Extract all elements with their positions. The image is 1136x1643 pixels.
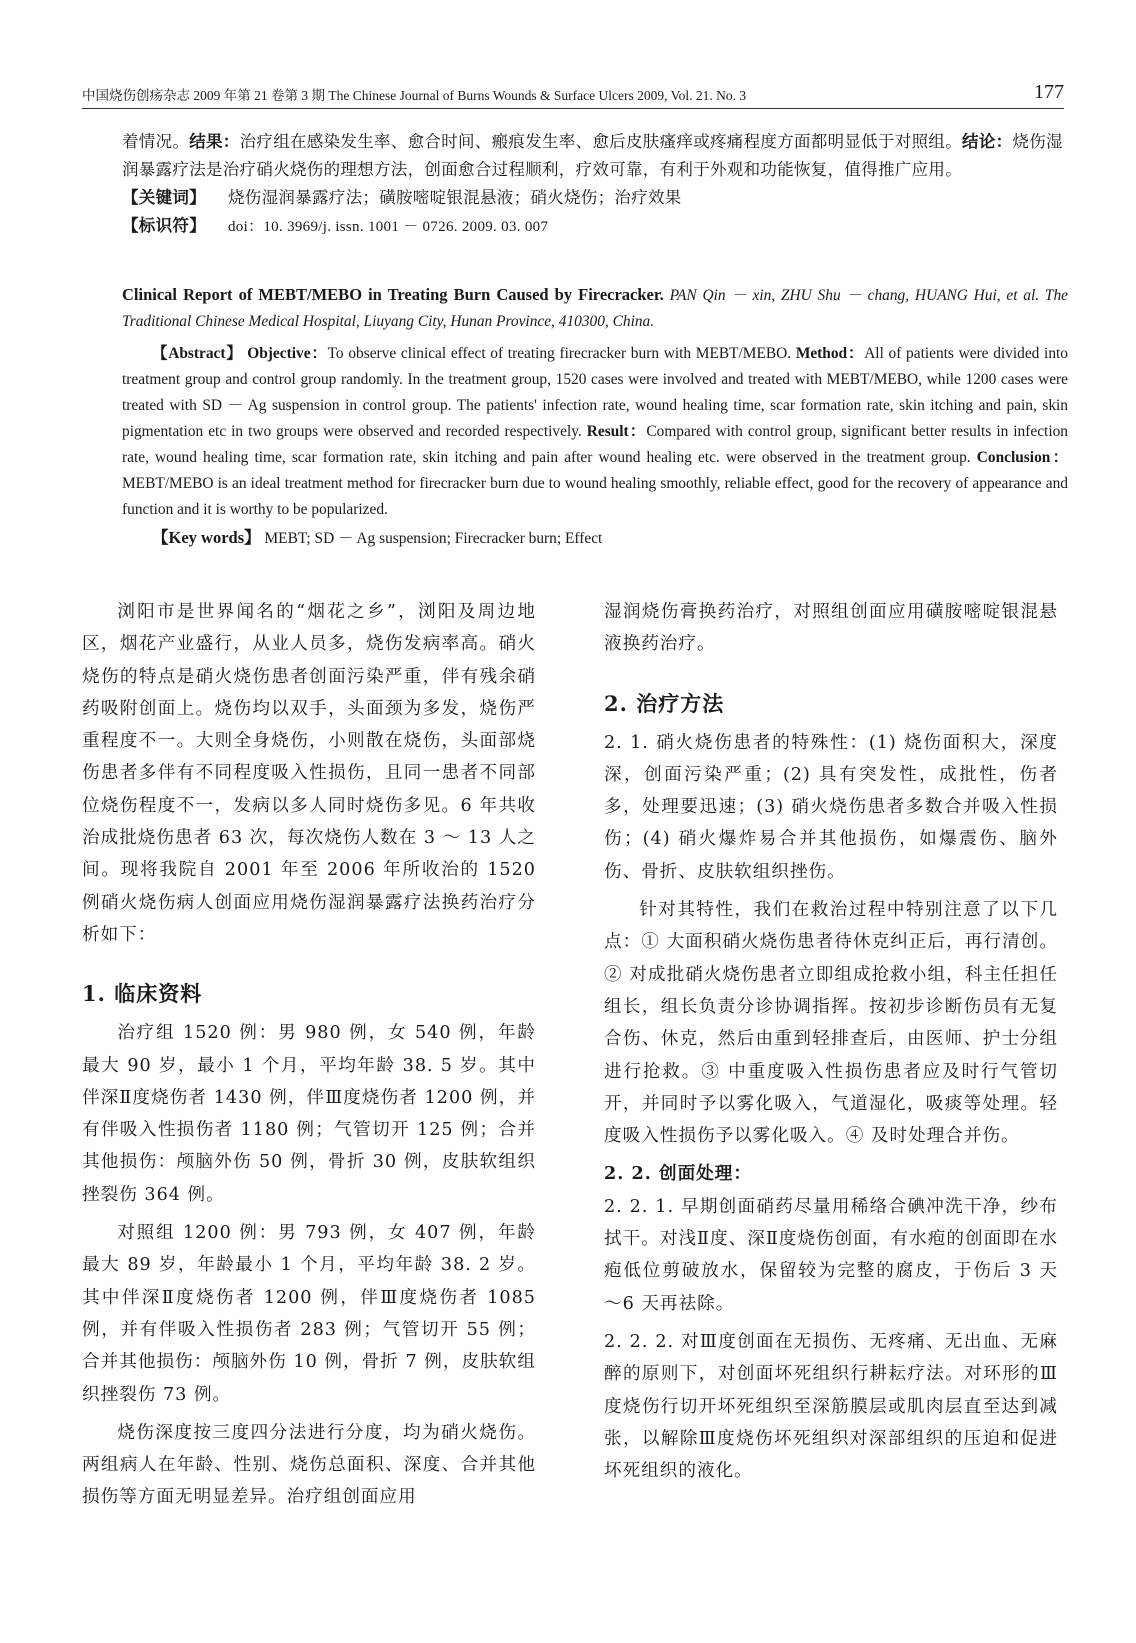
running-header — [82, 80, 1064, 109]
en-conclusion-label: Conclusion： — [976, 449, 1068, 466]
en-keywords-label: 【Key words】 — [152, 528, 261, 547]
section-1-paragraph-2: 对照组 1200 例：男 793 例，女 407 例，年龄最大 89 岁，年龄最小 1 个月，平均年龄 38. 2 岁。其中伴深Ⅱ度烧伤者 1200 例，伴Ⅲ度烧伤者 1085 例，并有伴吸入性损伤者 283 例；气管切开 55 例；合并其他损伤：颅脑外伤 10 例，骨折 7 例，皮肤软组织挫裂伤 73 例。 — [82, 1223, 536, 1405]
keywords-label: 【关键词】 — [122, 188, 206, 207]
conclusion-label: 结论： — [962, 132, 1013, 151]
body-column-left — [82, 596, 536, 1514]
abstract-label: 【Abstract】 — [152, 345, 243, 362]
result-label: 结果： — [189, 132, 240, 151]
chinese-abstract-text — [122, 128, 1068, 184]
english-title: Clinical Report of MEBT/MEBO in Treating Burn Caused by Firecracker. — [122, 285, 664, 304]
body-column-right — [604, 596, 1058, 1487]
method-label: Method： — [795, 345, 865, 362]
section-1-heading: 1. 临床资料 — [82, 981, 203, 1007]
authors-affiliation: PAN Qin － xin, ZHU Shu － chang, HUANG Hui, et al. The Traditional Chinese Medical Hospital, Liuyang City, Hunan Province, 410300, China. — [122, 287, 1068, 330]
objective-text: To observe clinical effect of treating firecracker burn with MEBT/MEBO. — [327, 345, 792, 362]
chinese-abstract-continuation — [122, 128, 1068, 241]
conclusion-text: 烧伤湿润暴露疗法是治疗硝火烧伤的理想方法，创面愈合过程顺利，疗效可靠，有利于外观和功能恢复，值得推广应用。 — [122, 132, 1063, 179]
english-abstract — [122, 341, 1068, 523]
section-2-1-paragraph: 2. 1. 硝火烧伤患者的特殊性：(1) 烧伤面积大，深度深，创面污染严重；(2) 具有突发性，成批性，伤者多，处理要迅速；(3) 硝火烧伤患者多数合并吸入性损伤；(4) 硝火爆炸易合并其他损伤，如爆震伤、脑外伤、骨折、皮肤软组织挫伤。 — [604, 732, 1058, 882]
english-keywords-row — [152, 525, 1068, 552]
section-1-paragraph-3: 烧伤深度按三度四分法进行分度，均为硝火烧伤。两组病人在年龄、性别、烧伤总面积、深度、合并其他损伤等方面无明显差异。治疗组创面应用 — [82, 1422, 536, 1508]
section-1-paragraph-3-continued: 湿润烧伤膏换药治疗，对照组创面应用磺胺嘧啶银混悬液换药治疗。 — [604, 602, 1058, 655]
keywords-text: 烧伤湿润暴露疗法；磺胺嘧啶银混悬液；硝火烧伤；治疗效果 — [228, 188, 682, 207]
method-text: All of patients were divided into treatment group and control group randomly. In the treatment group, 1520 cases were involved and treated with MEBT/MEBO, while 1200 cases were treated with SD － Ag suspension in control group. The patients' infection rate, wound healing time, scar formation rate, skin itching and pain, skin pigmentation etc in two groups were observed and recorded respectively. — [122, 345, 1068, 440]
english-abstract-block — [122, 282, 1068, 552]
identifier-label: 【标识符】 — [122, 216, 206, 235]
page-number: 177 — [1034, 81, 1064, 103]
en-result-text: Compared with control group, significant better results in infection rate, wound healing time, scar formation rate, skin itching and pain after wound healing etc. were observed in the treatment group. — [122, 423, 1068, 466]
section-2-2-heading: 2. 2. 创面处理： — [604, 1163, 752, 1185]
en-keywords-text: MEBT; SD － Ag suspension; Firecracker burn; Effect — [264, 530, 603, 547]
intro-paragraph: 浏阳市是世界闻名的“烟花之乡”，浏阳及周边地区，烟花产业盛行，从业人员多，烧伤发病率高。硝火烧伤的特点是硝火烧伤患者创面污染严重，伴有残余硝药吸附创面上。烧伤均以双手，头面颈为多发，烧伤严重程度不一。大则全身烧伤，小则散在烧伤，头面部烧伤患者多伴有不同程度吸入性损伤，且同一患者不同部位烧伤程度不一，发病以多人同时烧伤多见。6 年共收治成批烧伤患者 63 次，每次烧伤人数在 3 ～ 13 人之间。现将我院自 2001 年至 2006 年所收治的 1520 例硝火烧伤病人创面应用烧伤湿润暴露疗法换药治疗分析如下： — [82, 602, 536, 945]
section-2-1-paragraph-2: 针对其特性，我们在救治过程中特别注意了以下几点：① 大面积硝火烧伤患者待休克纠正后，再行清创。② 对成批硝火烧伤患者立即组成抢救小组，科主任担任组长，组长负责分诊协调指挥。按初步诊断伤员有无复合伤、休克，然后由重到轻排查后，由医师、护士分组进行抢救。③ 中重度吸入性损伤患者应及时行气管切开，并同时予以雾化吸入，气道湿化，吸痰等处理。轻度吸入性损伤予以雾化吸入。④ 及时处理合并伤。 — [604, 900, 1058, 1147]
chinese-keywords-row — [122, 184, 1068, 212]
result-text: 治疗组在感染发生率、愈合时间、瘢痕发生率、愈后皮肤瘙痒或疼痛程度方面都明显低于对照组。 — [239, 132, 963, 151]
en-conclusion-text: MEBT/MEBO is an ideal treatment method for firecracker burn due to wound healing smoothly, reliable effect, good for the recovery of appearance and function and it is worthy to be popularized. — [122, 475, 1068, 518]
section-2-heading: 2. 治疗方法 — [604, 690, 725, 716]
section-2-2-2-paragraph: 2. 2. 2. 对Ⅲ度创面在无损伤、无疼痛、无出血、无麻醉的原则下，对创面坏死组织行耕耘疗法。对环形的Ⅲ度烧伤行切开坏死组织至深筋膜层或肌肉层直至达到减张，以解除Ⅲ度烧伤坏死组织对深部组织的压迫和促进坏死组织的液化。 — [604, 1331, 1058, 1482]
en-result-label: Result： — [586, 423, 647, 440]
section-2-2-1-paragraph: 2. 2. 1. 早期创面硝药尽量用稀络合碘冲洗干净，纱布拭干。对浅Ⅱ度、深Ⅱ度烧伤创面，有水疱的创面即在水疱低位剪破放水，保留较为完整的腐皮，于伤后 3 天 ～6 天再祛除。 — [604, 1196, 1058, 1314]
section-1-paragraph-1: 治疗组 1520 例：男 980 例，女 540 例，年龄最大 90 岁，最小 1 个月，平均年龄 38. 5 岁。其中伴深Ⅱ度烧伤者 1430 例，伴Ⅲ度烧伤者 1200 例，并有伴吸入性损伤者 1180 例；气管切开 125 例；合并其他损伤：颅脑外伤 50 例，骨折 30 例，皮肤软组织挫裂伤 364 例。 — [82, 1023, 536, 1205]
continuation-lead: 着情况。 — [122, 132, 190, 151]
doi-text: doi：10. 3969/j. issn. 1001 － 0726. 2009. 03. 007 — [228, 219, 549, 235]
journal-citation-line: 中国烧伤创疡杂志 2009 年第 21 卷第 3 期 The Chinese Journal of Burns Wounds & Surface Ulcers 2009, Vol. 21. No. 3 — [82, 88, 747, 103]
english-title-line — [122, 282, 1068, 335]
objective-label: Objective： — [247, 345, 328, 362]
identifier-row — [122, 212, 1068, 241]
